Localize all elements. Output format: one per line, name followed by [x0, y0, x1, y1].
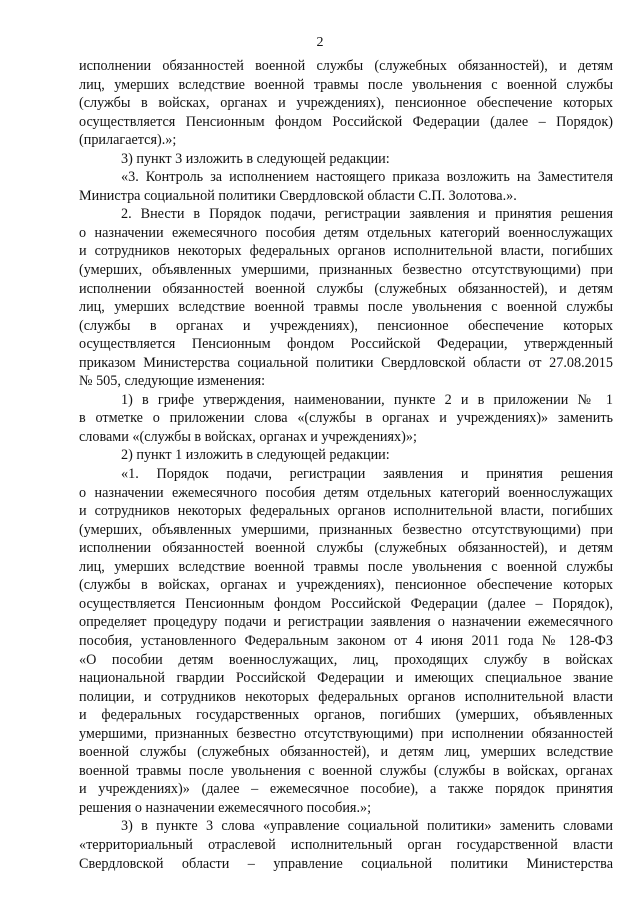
text-line: военной травмы после увольнения с военной службы (службы в войсках, органах [79, 762, 613, 779]
text-line: определяет процедуру подачи и регистрации заявления о назначении ежемесячного [79, 614, 613, 631]
text-line: лиц, умерших вследствие военной травмы после увольнения с военной службы [79, 299, 613, 316]
text-line: Свердловской области – управление социальной политики Министерства [79, 855, 613, 872]
text-line: и учреждениях)» (далее – ежемесячное пособие), а также порядок принятия [79, 781, 613, 798]
document-body [79, 57, 613, 873]
text-line: 1) в грифе утверждения, наименовании, пункте 2 и в приложении № 1 [121, 391, 613, 408]
text-line: лиц, умерших вследствие военной травмы после увольнения с военной службы [79, 558, 613, 575]
text-line: «территориальный отраслевой исполнительный орган государственной власти [79, 836, 613, 853]
text-line: и сотрудников некоторых федеральных органов исполнительной власти, погибших [79, 503, 613, 520]
text-line: лиц, умерших вследствие военной травмы после увольнения с военной службы [79, 76, 613, 93]
text-line: словами «(службы в войсках, органах и учреждениях)»; [79, 428, 417, 445]
text-line: осуществляется Пенсионным фондом Российской Федерации (далее – Порядок) [79, 113, 613, 130]
text-line: Министра социальной политики Свердловской области С.П. Золотова.». [79, 187, 517, 204]
text-line: пособия, установленного Федеральным законом от 4 июня 2011 года № 128-ФЗ [79, 632, 613, 649]
text-line: осуществляется Пенсионным фондом Российской Федерации (далее – Порядок), [79, 595, 613, 612]
text-line: и федеральных государственных органов, погибших (умерших, объявленных [79, 707, 613, 724]
text-line: о назначении ежемесячного пособия детям отдельных категорий военнослужащих [79, 224, 613, 241]
text-line: осуществляется Пенсионным фондом Российской Федерации, утвержденный [79, 336, 613, 353]
text-line: № 505, следующие изменения: [79, 373, 266, 390]
text-line: исполнении обязанностей военной службы (служебных обязанностей), и детям [79, 58, 613, 74]
text-line: национальной гвардии Российской Федерации и имеющих специальное звание [79, 670, 613, 687]
text-line: (прилагается).»; [79, 132, 177, 149]
page-number: 2 [316, 35, 324, 50]
text-line: исполнении обязанностей военной службы (служебных обязанностей), и детям [79, 280, 613, 297]
text-line: 2) пункт 1 изложить в следующей редакции: [121, 447, 390, 464]
text-line: о назначении ежемесячного пособия детям отдельных категорий военнослужащих [79, 484, 613, 501]
text-line: исполнении обязанностей военной службы (служебных обязанностей), и детям [79, 540, 613, 557]
text-line: 2. Внести в Порядок подачи, регистрации заявления и принятия решения [121, 206, 613, 223]
text-line: приказом Министерства социальной политики Свердловской области от 27.08.2015 [79, 354, 613, 371]
text-line: в отметке о приложении слова «(службы в органах и учреждениях)» заменить [79, 410, 613, 427]
text-line: (умерших, объявленных умершими, признанных безвестно отсутствующими) при [79, 262, 613, 279]
text-line: «1. Порядок подачи, регистрации заявления и принятия решения [121, 466, 613, 483]
text-line: (умерших, объявленных умершими, признанных безвестно отсутствующими) при [79, 521, 613, 538]
text-line: решения о назначении ежемесячного пособия.»; [79, 799, 372, 816]
text-line: 3) пункт 3 изложить в следующей редакции: [121, 150, 390, 167]
text-line: 3) в пункте 3 слова «управление социальной политики» заменить словами [121, 818, 613, 835]
text-line: «3. Контроль за исполнением настоящего приказа возложить на Заместителя [121, 169, 613, 186]
text-line: «О пособии детям военнослужащих, лиц, проходящих службу в войсках [79, 651, 613, 668]
text-line: военной службы (служебных обязанностей), и детям лиц, умерших вследствие [79, 744, 613, 761]
text-line: (службы в войсках, органах и учреждениях), пенсионное обеспечение которых [79, 577, 613, 594]
text-line: умершими, признанных безвестно отсутствующими) при исполнении обязанностей [79, 725, 613, 742]
text-line: полиции, и сотрудников некоторых федеральных органов исполнительной власти [79, 688, 613, 705]
text-line: и сотрудников некоторых федеральных органов исполнительной власти, погибших [79, 243, 613, 260]
text-line: (службы в войсках, органах и учреждениях), пенсионное обеспечение которых [79, 95, 613, 112]
text-line: (службы в органах и учреждениях), пенсионное обеспечение которых [79, 317, 613, 334]
